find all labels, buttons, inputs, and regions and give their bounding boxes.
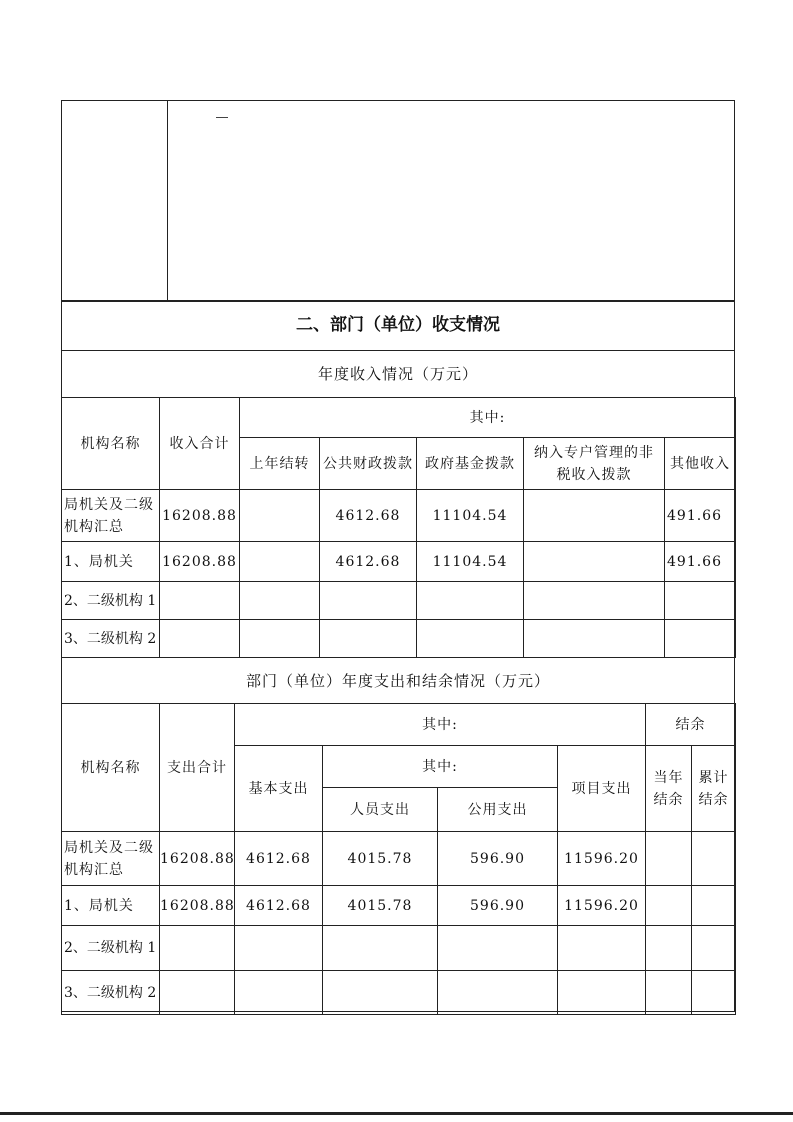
income-row-gov-fund: [417, 620, 524, 658]
table-row: [62, 832, 736, 886]
expense-header-project: 项目支出: [558, 746, 646, 832]
income-header-of-which: 其中:: [240, 398, 736, 438]
income-header-carryover: 上年结转: [240, 438, 320, 490]
expense-header-basic: 基本支出: [235, 746, 323, 832]
expense-row-total: [160, 971, 235, 1015]
income-row-name: 1、局机关: [62, 542, 160, 582]
income-row-name: 2、二级机构 1: [62, 582, 160, 620]
expense-row-name: 2、二级机构 1: [62, 926, 160, 971]
expense-row-name: 局机关及二级机构汇总: [62, 832, 160, 886]
expense-row-basic: [235, 926, 323, 971]
income-row-carryover: [240, 490, 320, 542]
expense-row-name: 1、局机关: [62, 886, 160, 926]
income-row-name: 局机关及二级机构汇总: [62, 490, 160, 542]
expense-row-total: [160, 926, 235, 971]
expense-table: [61, 703, 736, 1015]
income-row-total: 16208.88: [160, 490, 240, 542]
income-row-public-finance: [320, 620, 417, 658]
expense-row-project: 11596.20: [558, 886, 646, 926]
table-row: [62, 971, 736, 1015]
income-row-other: 491.66: [665, 542, 736, 582]
section-title: 二、部门（单位）收支情况: [296, 315, 500, 335]
expense-row-current-surplus: [646, 832, 692, 886]
expense-header-total: 支出合计: [160, 704, 235, 832]
expense-row-cumulative-surplus: [692, 971, 736, 1015]
expense-row-total: 16208.88: [160, 886, 235, 926]
table-row: [62, 620, 736, 658]
expense-row-total: 16208.88: [160, 832, 235, 886]
table-row: [62, 582, 736, 620]
page-bottom-rule: [0, 1112, 793, 1115]
income-row-public-finance: 4612.68: [320, 542, 417, 582]
expense-row-current-surplus: [646, 971, 692, 1015]
table-row: [62, 926, 736, 971]
income-header-special-nontax: 纳入专户管理的非税收入拨款: [524, 438, 665, 490]
income-row-other: [665, 582, 736, 620]
expense-row-project: [558, 926, 646, 971]
expense-header-public-use: 公用支出: [438, 788, 558, 832]
income-row-carryover: [240, 620, 320, 658]
income-row-gov-fund: 11104.54: [417, 542, 524, 582]
income-row-other: 491.66: [665, 490, 736, 542]
expense-row-personnel: 4015.78: [323, 832, 438, 886]
income-row-public-finance: [320, 582, 417, 620]
table-row: [62, 490, 736, 542]
expense-header-personnel: 人员支出: [323, 788, 438, 832]
table-row: [62, 542, 736, 582]
expense-row-public-use: 596.90: [438, 832, 558, 886]
expense-row-personnel: [323, 971, 438, 1015]
income-row-public-finance: 4612.68: [320, 490, 417, 542]
income-row-special-nontax: [524, 542, 665, 582]
top-left-cell: [61, 100, 168, 300]
expense-header-cumulative-surplus: 累计结余: [692, 746, 736, 832]
table-row: [62, 886, 736, 926]
expense-row-current-surplus: [646, 886, 692, 926]
income-row-special-nontax: [524, 582, 665, 620]
expense-row-current-surplus: [646, 926, 692, 971]
expense-row-project: [558, 971, 646, 1015]
expense-row-cumulative-surplus: [692, 886, 736, 926]
income-row-name: 3、二级机构 2: [62, 620, 160, 658]
expense-row-personnel: 4015.78: [323, 886, 438, 926]
income-title: 年度收入情况（万元）: [317, 365, 478, 383]
expense-row-basic: 4612.68: [235, 832, 323, 886]
expense-header-surplus: 结余: [646, 704, 736, 746]
income-row-carryover: [240, 542, 320, 582]
income-row-gov-fund: 11104.54: [417, 490, 524, 542]
expense-header-of-which-inner: 其中:: [323, 746, 558, 788]
income-row-total: [160, 620, 240, 658]
expense-row-basic: 4612.68: [235, 886, 323, 926]
income-header-org: 机构名称: [62, 398, 160, 490]
expense-row-project: 11596.20: [558, 832, 646, 886]
income-header-total: 收入合计: [160, 398, 240, 490]
expense-header-current-surplus: 当年结余: [646, 746, 692, 832]
income-row-other: [665, 620, 736, 658]
expense-row-public-use: [438, 926, 558, 971]
income-header-other: 其他收入: [665, 438, 736, 490]
income-row-carryover: [240, 582, 320, 620]
expense-row-cumulative-surplus: [692, 832, 736, 886]
expense-row-cumulative-surplus: [692, 926, 736, 971]
expense-row-public-use: 596.90: [438, 886, 558, 926]
expense-row-basic: [235, 971, 323, 1015]
expense-header-org: 机构名称: [62, 704, 160, 832]
scan-mark: [216, 117, 228, 118]
income-row-gov-fund: [417, 582, 524, 620]
expense-header-of-which: 其中:: [235, 704, 646, 746]
income-row-special-nontax: [524, 620, 665, 658]
income-header-gov-fund: 政府基金拨款: [417, 438, 524, 490]
expense-title: 部门（单位）年度支出和结余情况（万元）: [245, 672, 550, 690]
income-row-total: [160, 582, 240, 620]
expense-row-public-use: [438, 971, 558, 1015]
income-row-total: 16208.88: [160, 542, 240, 582]
income-row-special-nontax: [524, 490, 665, 542]
income-table: [61, 397, 736, 658]
income-header-public-finance: 公共财政拨款: [320, 438, 417, 490]
expense-row-personnel: [323, 926, 438, 971]
expense-row-name: 3、二级机构 2: [62, 971, 160, 1015]
